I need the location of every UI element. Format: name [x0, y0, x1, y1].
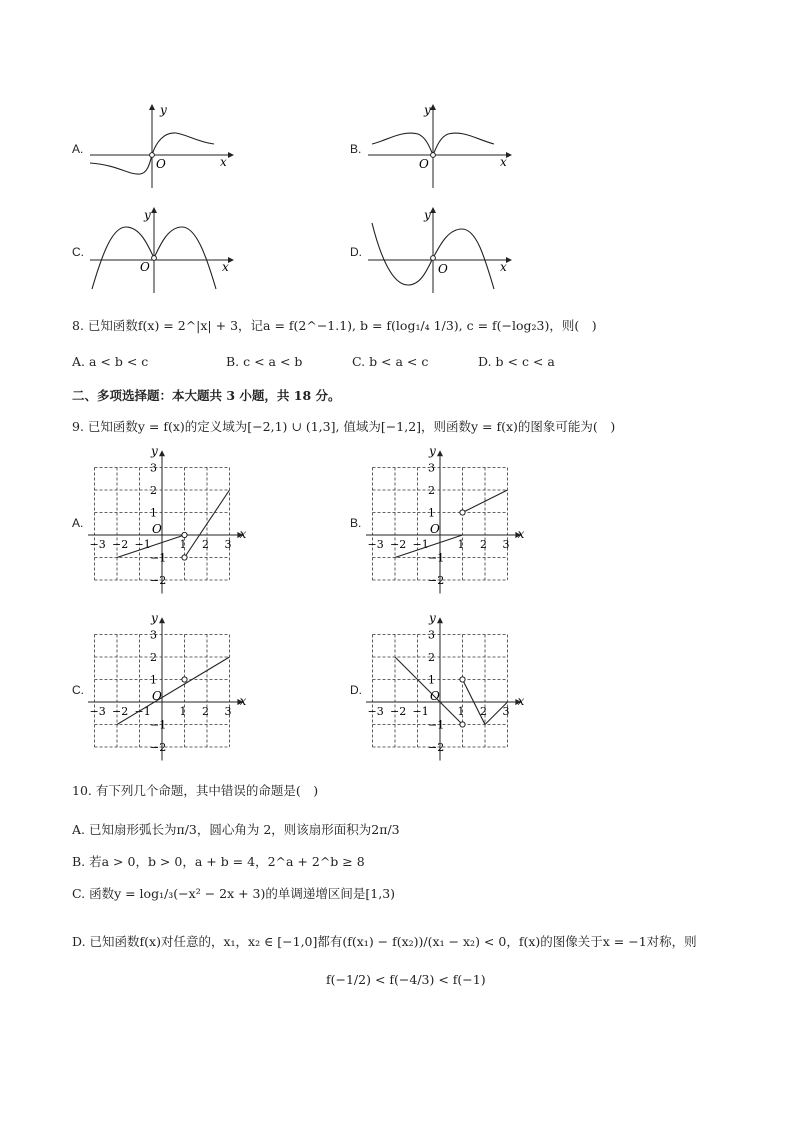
q7-graph-a: [88, 100, 238, 192]
section-heading-multiple-choice: 二、多项选择题：本大题共 3 小题，共 18 分。: [72, 388, 341, 403]
origin-label: O: [152, 522, 162, 536]
q7b-y-label: y: [424, 103, 431, 117]
y-tick-label: −2: [428, 574, 445, 587]
q10-option-c[interactable]: C. 函数y = log₁/₃(−x² − 2x + 3)的单调递增区间是[1,3): [72, 886, 396, 901]
q9-graph-c: [88, 615, 258, 763]
y-axis-label: y: [151, 615, 158, 626]
q7b-x-label: x: [500, 155, 507, 169]
q7c-y-label: y: [144, 208, 151, 222]
q7c-origin: O: [140, 260, 150, 274]
y-tick-label: 3: [428, 628, 435, 642]
x-axis-label: x: [517, 527, 525, 541]
x-tick-label: −2: [390, 705, 407, 718]
x-tick-label: 1: [179, 705, 187, 718]
graph-segment: [117, 657, 230, 725]
q9-graph-d: [366, 615, 536, 763]
q7d-origin: O: [438, 262, 448, 276]
q7-option-a-label[interactable]: A.: [72, 142, 84, 156]
q10-option-d[interactable]: D. 已知函数f(x)对任意的，x₁，x₂ ∈ [−1,0]都有(f(x₁) − f(x₂))/(x₁ − x₂) < 0，f(x)的图像关于x = −1对称，则: [72, 934, 697, 949]
q7a-x-label: x: [220, 155, 227, 169]
x-tick-label: 1: [179, 538, 187, 551]
x-tick-label: −3: [367, 538, 384, 551]
y-tick-label: −2: [428, 741, 445, 754]
y-tick-label: 2: [428, 651, 435, 664]
y-tick-label: −2: [150, 741, 167, 754]
x-tick-label: −1: [412, 538, 429, 551]
x-tick-label: 3: [224, 538, 232, 551]
y-axis-label: y: [151, 448, 158, 459]
q7-graph-d: [366, 205, 516, 297]
open-endpoint: [182, 677, 187, 682]
y-tick-label: 1: [150, 506, 157, 520]
y-tick-label: 2: [428, 484, 435, 497]
x-axis-label: x: [239, 694, 247, 708]
x-tick-label: 2: [480, 705, 487, 718]
y-tick-label: 3: [428, 461, 435, 475]
open-endpoint: [182, 555, 187, 560]
y-tick-label: 1: [428, 673, 435, 687]
y-tick-label: −1: [150, 551, 167, 565]
x-tick-label: 2: [480, 538, 487, 551]
q7a-origin: O: [156, 157, 166, 171]
q7-option-d-label[interactable]: D.: [350, 245, 362, 259]
x-tick-label: −3: [89, 538, 106, 551]
x-tick-label: −1: [134, 538, 151, 551]
x-tick-label: −3: [89, 705, 106, 718]
q10-stem: 10. 有下列几个命题，其中错误的命题是( ): [72, 783, 319, 798]
y-tick-label: 1: [428, 506, 435, 520]
q7d-y-label: y: [424, 208, 431, 222]
q8-option-b[interactable]: B. c < a < b: [226, 354, 303, 369]
q7-option-b-label[interactable]: B.: [350, 142, 362, 156]
y-axis-label: y: [429, 615, 436, 626]
x-tick-label: −2: [390, 538, 407, 551]
q9-option-b-label[interactable]: B.: [350, 516, 362, 530]
q7b-origin: O: [419, 157, 429, 171]
q8-option-d[interactable]: D. b < c < a: [478, 354, 555, 369]
y-tick-label: 3: [150, 628, 157, 642]
q9-graph-a: [88, 448, 258, 596]
y-axis-arrow: [437, 450, 443, 456]
x-tick-label: 3: [502, 538, 510, 551]
x-tick-label: 2: [202, 705, 209, 718]
q7a-y-label: y: [160, 103, 167, 117]
q9-option-a-label[interactable]: A.: [72, 516, 84, 530]
x-tick-label: −2: [112, 705, 129, 718]
q7-graph-b: [366, 100, 516, 192]
y-tick-label: −2: [150, 574, 167, 587]
y-tick-label: 3: [150, 461, 157, 475]
open-endpoint: [460, 722, 465, 727]
y-tick-label: 1: [150, 673, 157, 687]
x-tick-label: −1: [412, 705, 429, 718]
open-endpoint: [182, 532, 187, 537]
q9-option-d-label[interactable]: D.: [350, 683, 362, 697]
q7d-x-label: x: [500, 260, 507, 274]
y-tick-label: −1: [428, 718, 445, 732]
x-tick-label: 3: [502, 705, 510, 718]
q10-option-d-conclusion: f(−1/2) < f(−4/3) < f(−1): [326, 972, 486, 987]
y-axis-arrow: [159, 450, 165, 456]
y-tick-label: −1: [428, 551, 445, 565]
q7-option-c-label[interactable]: C.: [72, 245, 84, 259]
x-tick-label: −1: [134, 705, 151, 718]
q7-graph-c: [88, 205, 238, 297]
q8-stem: 8. 已知函数f(x) = 2^|x| + 3，记a = f(2^−1.1), b = f(log₁/₄ 1/3), c = f(−log₂3)，则( ): [72, 318, 597, 333]
x-tick-label: 1: [457, 705, 465, 718]
open-endpoint: [460, 510, 465, 515]
x-tick-label: 3: [224, 705, 232, 718]
x-tick-label: −2: [112, 538, 129, 551]
q8-option-a[interactable]: A. a < b < c: [72, 354, 149, 369]
x-tick-label: 2: [202, 538, 209, 551]
origin-label: O: [430, 522, 440, 536]
y-tick-label: −1: [150, 718, 167, 732]
q10-option-b[interactable]: B. 若a > 0，b > 0，a + b = 4，2^a + 2^b ≥ 8: [72, 854, 365, 869]
y-axis-arrow: [437, 617, 443, 623]
q10-option-a[interactable]: A. 已知扇形弧长为π/3，圆心角为 2，则该扇形面积为2π/3: [72, 822, 400, 837]
x-tick-label: 1: [457, 538, 465, 551]
open-endpoint: [460, 677, 465, 682]
x-tick-label: −3: [367, 705, 384, 718]
x-axis-label: x: [517, 694, 525, 708]
y-tick-label: 2: [150, 651, 157, 664]
q8-option-c[interactable]: C. b < a < c: [352, 354, 429, 369]
q7c-x-label: x: [222, 260, 229, 274]
origin-label: O: [430, 689, 440, 703]
y-axis-arrow: [159, 617, 165, 623]
x-axis-label: x: [239, 527, 247, 541]
y-axis-label: y: [429, 448, 436, 459]
origin-label: O: [152, 689, 162, 703]
q9-option-c-label[interactable]: C.: [72, 683, 84, 697]
q9-stem: 9. 已知函数y = f(x)的定义域为[−2,1) ∪ (1,3], 值域为[−1,2]，则函数y = f(x)的图象可能为( ): [72, 419, 616, 434]
y-tick-label: 2: [150, 484, 157, 497]
q9-graph-b: [366, 448, 536, 596]
